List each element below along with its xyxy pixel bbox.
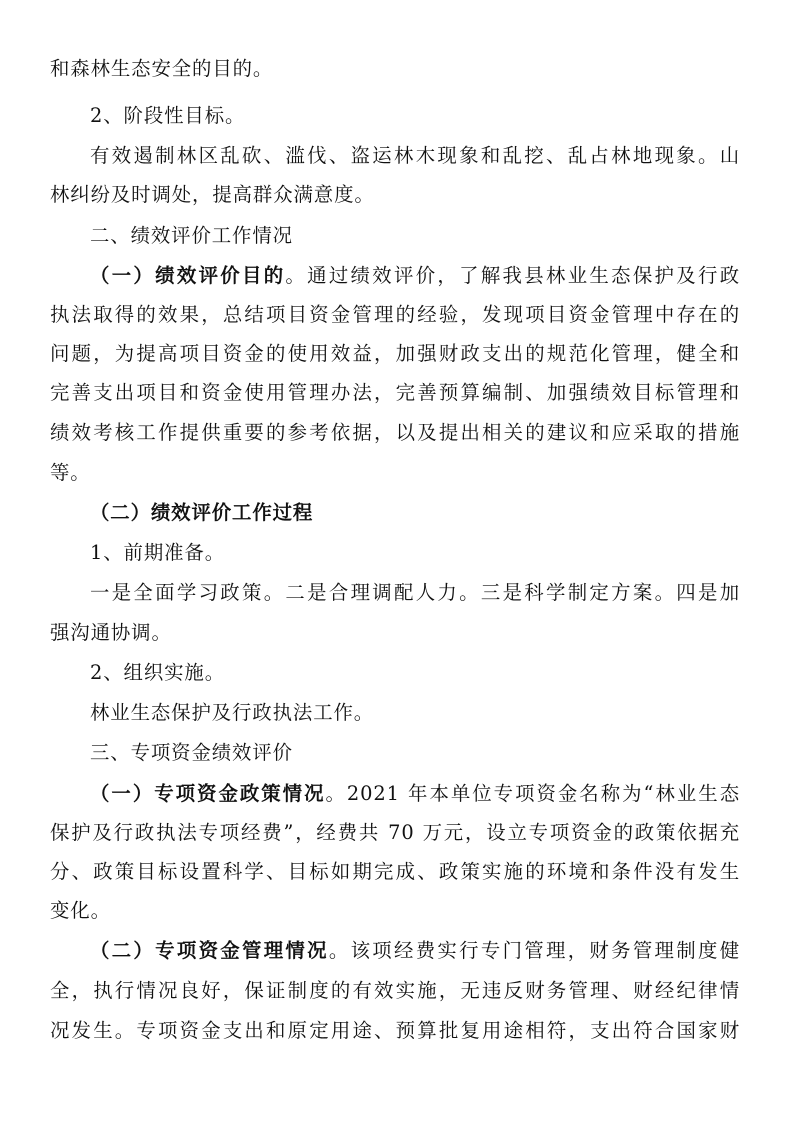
paragraph-line: 和森林生态安全的目的。 [50, 57, 274, 80]
paragraph-lead: （二）专项资金管理情况 [90, 939, 329, 962]
paragraph-text: 。通过绩效评价，了解我县林业生态保护及行政 [285, 264, 740, 287]
paragraph-line: 保护及行政执法专项经费”，经费共 70 万元，设立专项资金的政策依据充 [50, 821, 740, 844]
paragraph-text: 。该项经费实行专门管理，财务管理制度健 [328, 939, 740, 962]
paragraph-line: 况发生。专项资金支出和原定用途、预算批复用途相符，支出符合国家财 [50, 1019, 740, 1042]
subsection-heading: （二）绩效评价工作过程 [90, 501, 314, 524]
paragraph-line [90, 263, 740, 289]
paragraph-line [90, 781, 740, 807]
paragraph-line: 等。 [50, 461, 91, 484]
paragraph-line: 分、政策目标设置科学、目标如期完成、政策实施的环境和条件没有发生 [50, 860, 740, 883]
paragraph-line: 有效遏制林区乱砍、滥伐、盗运林木现象和乱挖、乱占林地现象。山 [90, 144, 740, 167]
section-heading: 三、专项资金绩效评价 [90, 741, 293, 764]
paragraph-line: 林纠纷及时调处，提高群众满意度。 [50, 183, 375, 206]
paragraph-line: 2、组织实施。 [90, 661, 225, 684]
paragraph-line: 绩效考核工作提供重要的参考依据，以及提出相关的建议和应采取的措施 [50, 421, 740, 444]
paragraph-line: 1、前期准备。 [90, 541, 225, 564]
paragraph-line: 全，执行情况良好，保证制度的有效实施，无违反财务管理、财经纪律情 [50, 979, 740, 1002]
paragraph-lead: （一）专项资金政策情况 [90, 782, 326, 805]
paragraph-line [90, 938, 740, 964]
section-heading: 二、绩效评价工作情况 [90, 224, 293, 247]
paragraph-line: 2、阶段性目标。 [90, 104, 246, 127]
paragraph-lead: （一）绩效评价目的 [90, 264, 286, 287]
paragraph-line: 执法取得的效果，总结项目资金管理的经验，发现项目资金管理中存在的 [50, 303, 740, 326]
paragraph-line: 完善支出项目和资金使用管理办法，完善预算编制、加强绩效目标管理和 [50, 381, 740, 404]
paragraph-line: 林业生态保护及行政执法工作。 [90, 701, 375, 724]
paragraph-line: 一是全面学习政策。二是合理调配人力。三是科学制定方案。四是加 [90, 581, 740, 604]
paragraph-line: 问题，为提高项目资金的使用效益，加强财政支出的规范化管理，健全和 [50, 342, 740, 365]
paragraph-line: 变化。 [50, 899, 111, 922]
paragraph-line: 强沟通协调。 [50, 621, 172, 644]
paragraph-text: 。2021 年本单位专项资金名称为“林业生态 [325, 782, 740, 805]
